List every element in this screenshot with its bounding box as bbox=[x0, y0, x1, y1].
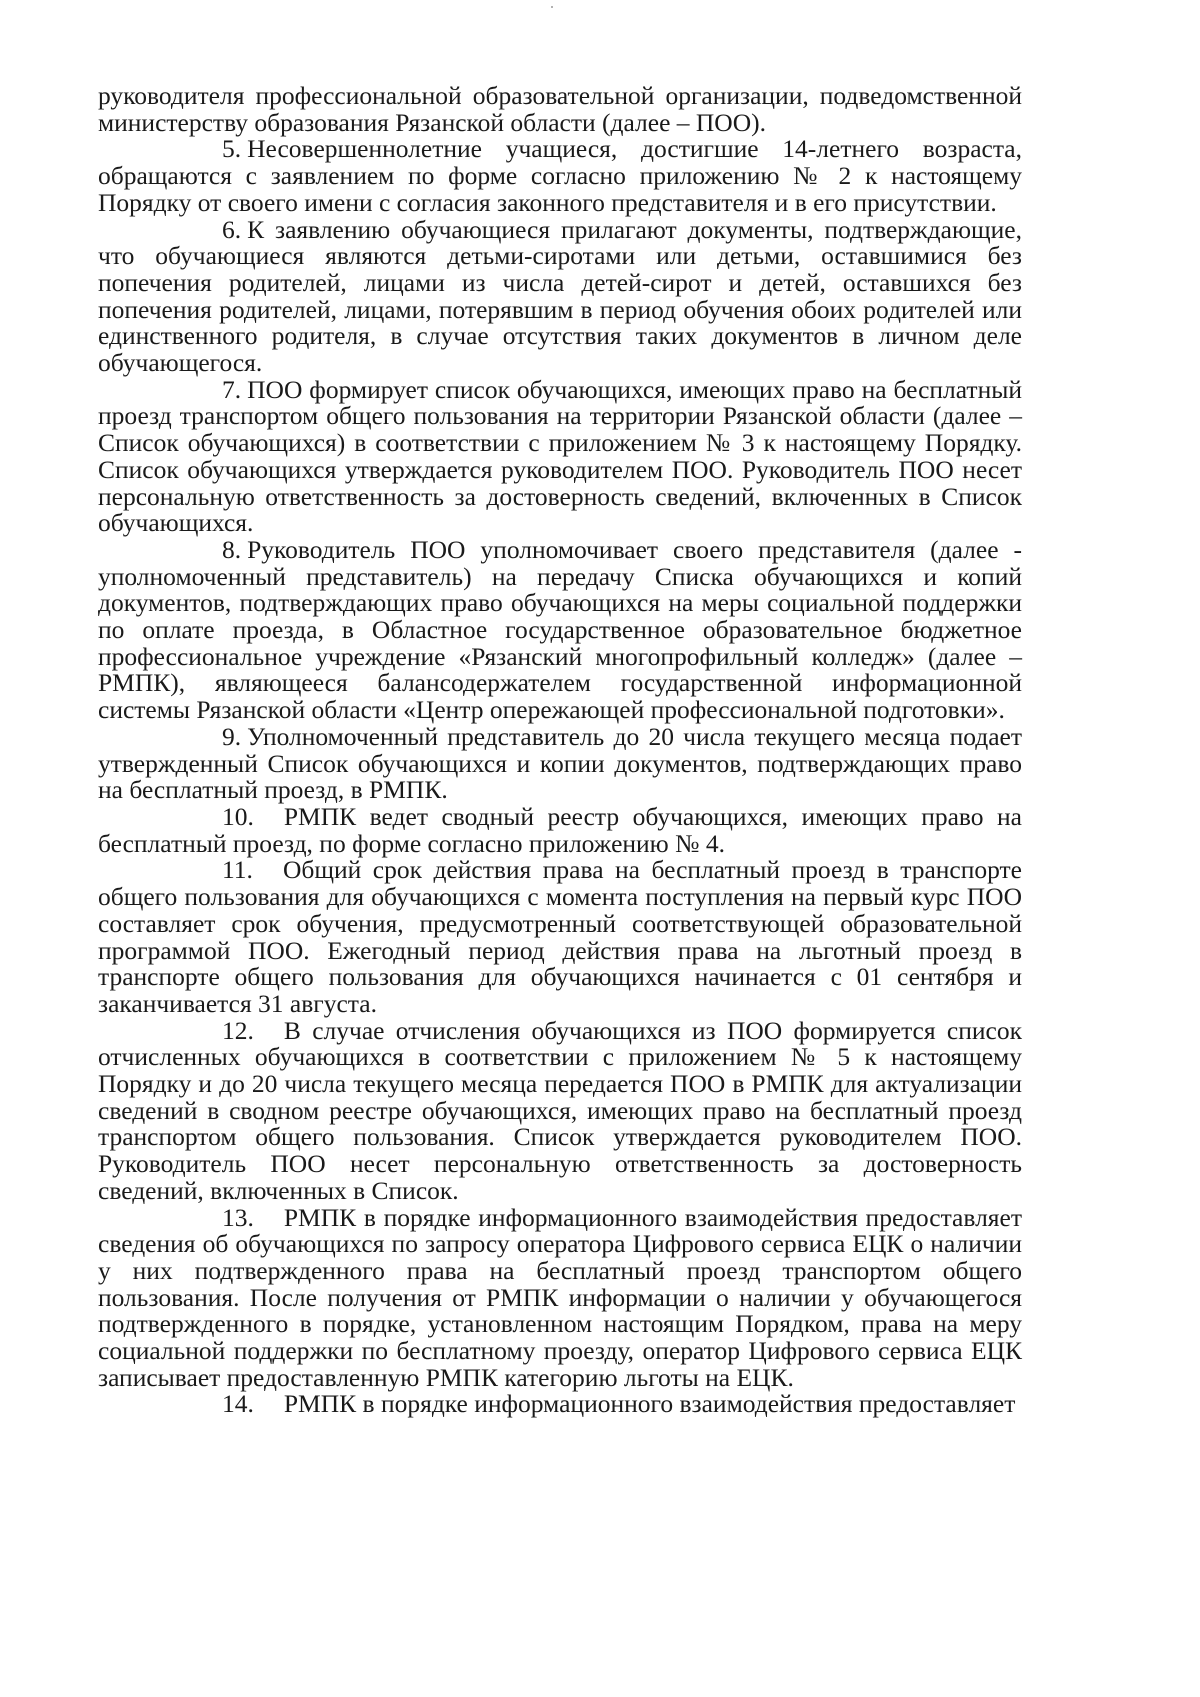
scan-speck bbox=[551, 6, 553, 8]
paragraph-text: Уполномоченный представитель до 20 числа текущего месяца подает утвержденный Список обучающихся и копии документов, подтверждающих право на бесплатный проезд, в РМПК. bbox=[98, 721, 1022, 805]
paragraph-number: 14. bbox=[222, 1389, 254, 1419]
paragraph-7 bbox=[98, 374, 1022, 538]
paragraph-11 bbox=[98, 857, 1022, 1017]
paragraph-number: 5. bbox=[222, 134, 242, 164]
paragraph-12 bbox=[98, 1015, 1022, 1205]
paragraph-text: К заявлению обучающиеся прилагают документы, подтверждающие, что обучающиеся являются детьми-сиротами или детьми, оставшимися без попечения родителей, лицами из числа детей-сирот и детей, оставшихся без попечения родителей, лицами, потерявшим в период обучения обоих родителей или единственного родителя, в случае отсутствия таких документов в личном деле обучающегося. bbox=[98, 214, 1022, 378]
paragraph-number: 13. bbox=[222, 1202, 254, 1232]
document-body bbox=[98, 83, 1022, 1418]
paragraph-text: Руководитель ПОО уполномочивает своего представителя (далее - уполномоченный представитель) на передачу Списка обучающихся и копий документов, подтверждающих право обучающихся на меры социальной поддержки по оплате проезда, в Областное государственное образовательное бюджетное профессиональное учреждение «Рязанский многопрофильный колледж» (далее – РМПК), являющееся балансодержателем государственной информационной системы Рязанской области «Центр опережающей профессиональной подготовки». bbox=[98, 534, 1022, 725]
paragraph-text: Общий срок действия права на бесплатный проезд в транспорте общего пользования для обучающихся с момента поступления на первый курс ПОО составляет срок обучения, предусмотренный соответствующей образовательной программой ПОО. Ежегодный период действия права на льготный проезд в транспорте общего пользования для обучающихся начинается с 01 сентября и заканчивается 31 августа. bbox=[98, 855, 1022, 1018]
paragraph-number: 7. bbox=[222, 374, 242, 404]
paragraph-5 bbox=[98, 136, 1022, 216]
paragraph-13 bbox=[98, 1202, 1022, 1392]
lead-paragraph: руководителя профессиональной образовательной организации, подведомственной министерству образования Рязанской области (далее – ПОО). bbox=[98, 81, 1022, 137]
paragraph-number: 10. bbox=[222, 801, 254, 831]
paragraph-6 bbox=[98, 214, 1022, 378]
paragraph-text: Несовершеннолетние учащиеся, достигшие 14-летнего возраста, обращаются с заявлением по форме согласно приложению № 2 к настоящему Порядку от своего имени с согласия законного представителя и в его присутствии. bbox=[98, 134, 1022, 217]
paragraph-text: ПОО формирует список обучающихся, имеющих право на бесплатный проезд транспортом общего пользования на территории Рязанской области (далее – Список обучающихся) в соответствии с приложением № 3 к настоящему Порядку. Список обучающихся утверждается руководителем ПОО. Руководитель ПОО несет персональную ответственность за достоверность сведений, включенных в Список обучающихся. bbox=[98, 374, 1022, 538]
paragraph-number: 11. bbox=[222, 855, 253, 885]
paragraph-text: РМПК в порядке информационного взаимодействия предоставляет bbox=[283, 1389, 1016, 1419]
paragraph-text: В случае отчисления обучающихся из ПОО формируется список отчисленных обучающихся в соответствии с приложением № 5 к настоящему Порядку и до 20 числа текущего месяца передается ПОО в РМПК для актуализации сведений в сводном реестре обучающихся, имеющих право на бесплатный проезд транспортом общего пользования. Список утверждается руководителем ПОО. Руководитель ПОО несет персональную ответственность за достоверность сведений, включенных в Список. bbox=[98, 1015, 1022, 1205]
paragraph-14 bbox=[98, 1391, 1022, 1418]
paragraph-text: РМПК ведет сводный реестр обучающихся, имеющих право на бесплатный проезд, по форме согласно приложению № 4. bbox=[98, 801, 1022, 858]
paragraph-10 bbox=[98, 801, 1022, 858]
paragraph-number: 6. bbox=[222, 214, 242, 244]
paragraph-number: 8. bbox=[222, 534, 242, 564]
paragraph-number: 12. bbox=[222, 1015, 254, 1045]
paragraph-number: 9. bbox=[222, 721, 242, 751]
paragraph-text: РМПК в порядке информационного взаимодействия предоставляет сведения об обучающихся по запросу оператора Цифрового сервиса ЕЦК о наличии у них подтвержденного права на бесплатный проезд транспортом общего пользования. После получения от РМПК информации о наличии у обучающегося подтвержденного в порядке, установленном настоящим Порядком, права на меру социальной поддержки по бесплатному проезду, оператор Цифрового сервиса ЕЦК записывает предоставленную РМПК категорию льготы на ЕЦК. bbox=[98, 1202, 1022, 1392]
paragraph-9 bbox=[98, 721, 1022, 805]
paragraph-8 bbox=[98, 534, 1022, 725]
